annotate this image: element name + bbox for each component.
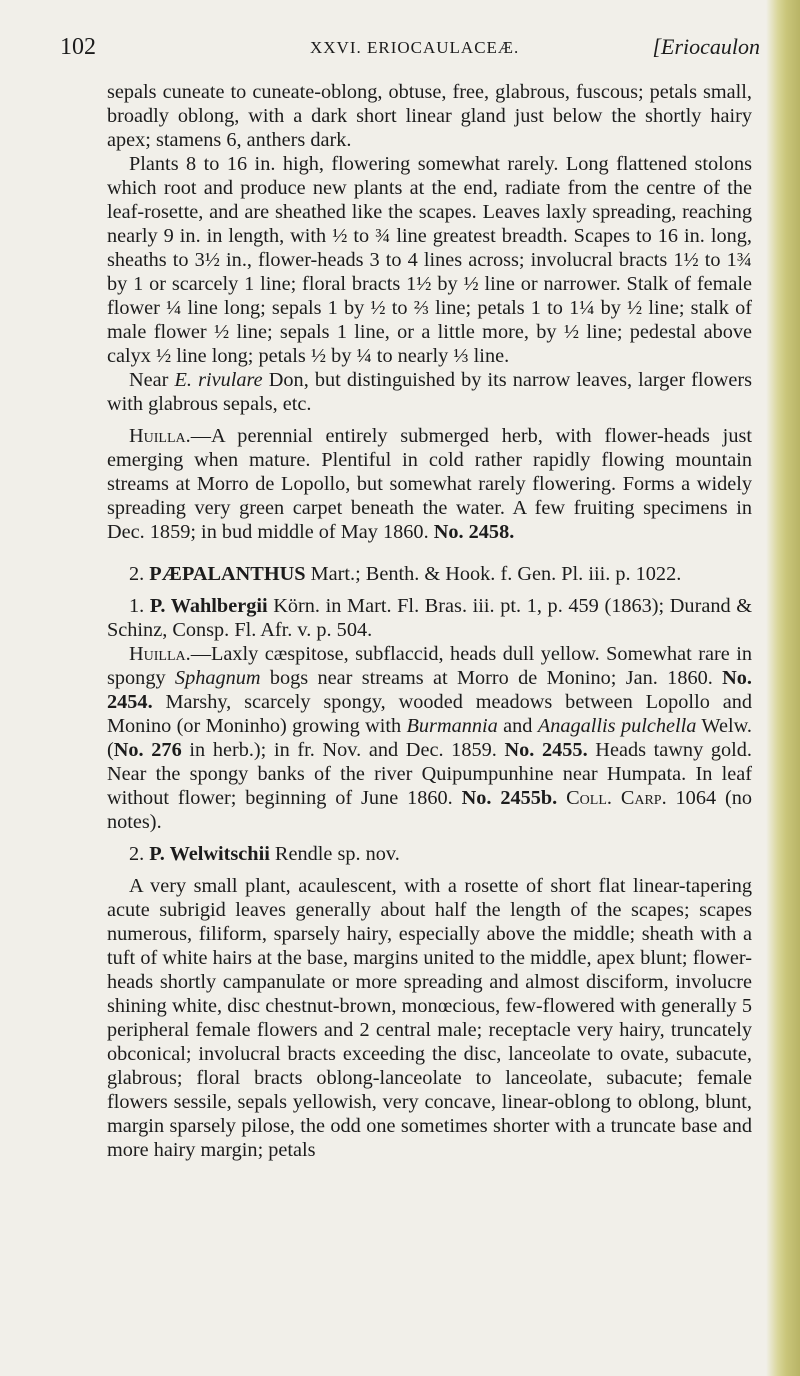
species-entry-1: 1. P. Wahlbergii Körn. in Mart. Fl. Bras. iii. pt. 1, p. 459 (1863); Durand & Schinz, Consp. Fl. Afr. v. p. 504. [107, 595, 753, 641]
genus-heading: [Eriocaulon [652, 34, 760, 59]
species-name: P. Wahlbergii [149, 595, 268, 617]
species-name: E. rivulare [174, 369, 263, 391]
paragraph-description: Plants 8 to 16 in. high, flowering somewhat rarely. Long flattened stolons which root and produce new plants at the end, radiate from the centre of the leaf-rosette, and are sheathed like the scapes. Leaves laxly spreading, reaching nearly 9 in. in length, with ½ to ¾ line greatest breadth. Scapes to 16 in. long, sheaths to 3½ in., flower-heads 3 to 4 lines across; involucral bracts 1½ to 1¾ by 1 or scarcely 1 line; floral bracts 1½ by ½ line or narrower. Stalk of female flower ¼ line long; sepals 1 by ½ to ⅔ line; petals 1 to 1¼ by ½ line; stalk of male flower ½ line; sepals 1 line, or a little more, by ½ line; pedestal above calyx ½ line long; petals ½ by ¼ to nearly ⅓ line. [107, 153, 752, 367]
species-2-description: A very small plant, acaulescent, with a rosette of short flat linear-tapering acute subrigid leaves generally about half the length of the scapes; scapes numerous, filiform, sparsely hairy, especially above the middle; sheath with a tuft of white hairs at the base, margins united to the middle, apex blunt; flower-heads shortly campanulate or more spreading and almost disciform, involucre shining white, disc chestnut-brown, monœcious, few-flowered with generally 5 peripheral female flowers and 2 central male; receptacle very hairy, truncately obconical; involucral bracts exceeding the disc, lanceolate to ovate, subacute, glabrous; floral bracts oblong-lanceolate to lanceolate, subacute; female flowers sessile, sepals yellowish, very concave, linear-oblong to oblong, blunt, margin sparsely pilose, the odd one sometimes shorter with a truncate base and more hairy margin; petals [107, 875, 752, 1161]
specimen-number: No. 2454. [107, 667, 752, 713]
page-number: 102 [60, 34, 96, 60]
paragraph-locality: Huilla.—A perennial entirely submerged herb, with flower-heads just emerging when mature. Plentiful in cold rather rapidly flowing mountain streams at Morro de Lopollo, but somewhat rarely flowering. Forms a widely spreading very green carpet beneath the water. A few fruiting specimens in Dec. 1859; in bud middle of May 1860. No. 2458. [107, 425, 752, 543]
genus-name: PÆPALANTHUS [149, 563, 306, 585]
page-body [107, 80, 752, 1162]
genus-entry: 2. PÆPALANTHUS Mart.; Benth. & Hook. f. Gen. Pl. iii. p. 1022. [129, 563, 682, 585]
specimen-number: No. 2458. [433, 521, 515, 543]
species-entry-2: 2. P. Welwitschii Rendle sp. nov. [129, 843, 400, 865]
specimen-number: No. 276 [113, 739, 182, 761]
collection-name: Coll. Carp. [566, 787, 667, 809]
running-title: XXVI. ERIOCAULACEÆ. [310, 38, 520, 57]
specimen-number: No. 2455b. [461, 787, 558, 809]
species-name: P. Welwitschii [149, 843, 270, 865]
locality-name: Huilla. [129, 425, 191, 447]
paragraph-sepals: sepals cuneate to cuneate-oblong, obtuse, free, glabrous, fuscous; petals small, broadly oblong, with a dark short linear gland just below the shortly hairy apex; stamens 6, anthers dark. [107, 81, 752, 151]
paragraph-affinity: Near E. rivulare Don, but distinguished by its narrow leaves, larger flowers with glabrous sepals, etc. [107, 369, 752, 415]
locality-name: Huilla. [129, 643, 191, 665]
page-header [60, 34, 760, 68]
species-1-localities: Huilla.—Laxly cæspitose, subflaccid, heads dull yellow. Somewhat rare in spongy Sphagnum bogs near streams at Morro de Monino; Jan. 1860. No. 2454. Marshy, scarcely spongy, wooded meadows between Lopollo and Monino (or Moninho) growing with Burmannia and Anagallis pulchella Welw. (No. 276 in herb.); in fr. Nov. and Dec. 1859. No. 2455. Heads tawny gold. Near the spongy banks of the river Quipumpunhine near Humpata. In leaf without flower; beginning of June 1860. No. 2455b. Coll. Carp. 1064 (no notes). [107, 643, 753, 833]
page-edge [766, 0, 800, 1376]
specimen-number: No. 2455. [504, 739, 588, 761]
